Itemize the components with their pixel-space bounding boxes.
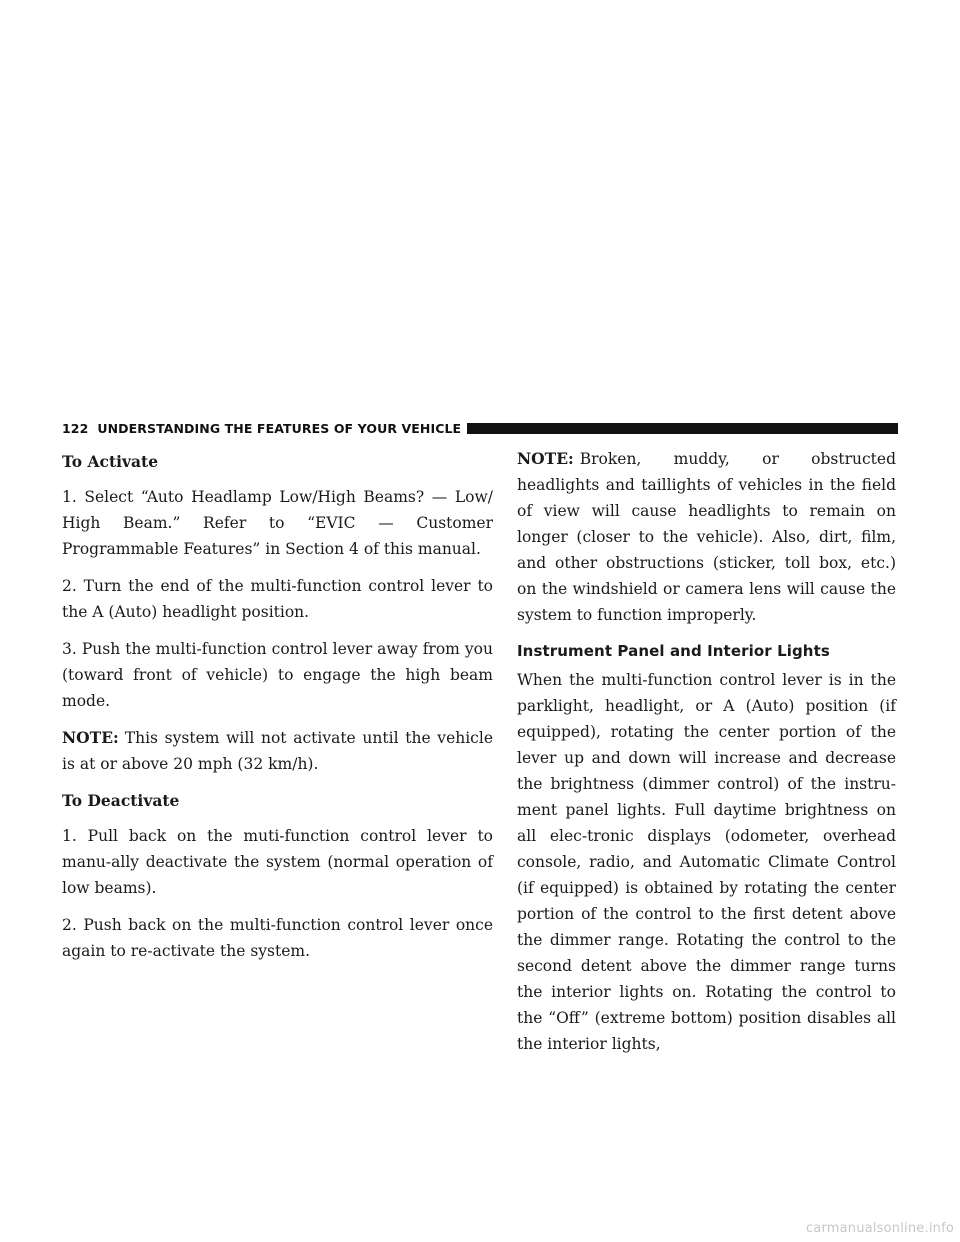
activate-step-3: 3. Push the multi-function control lever away from you (toward front of vehicle) to engage the high beam mode. — [62, 640, 493, 710]
header-rule-bar — [467, 423, 898, 434]
deactivate-step-1: 1. Pull back on the muti-function control lever to manu-ally deactivate the system (normal operation of low beams). — [62, 827, 493, 897]
activate-step-2: 2. Turn the end of the multi-function control lever to the A (Auto) headlight position. — [62, 577, 493, 621]
left-column — [62, 446, 493, 975]
note-1 — [62, 725, 493, 777]
note-2-text: Broken, muddy, or obstructed headlights and taillights of vehicles in the field of view will cause headlights to remain on longer (closer to the vehicle). Also, dirt, film, and other obstructions (sticker, toll box, etc.) on the windshield or camera lens will cause the system to function improperly. — [517, 450, 896, 624]
to-deactivate-heading: To Deactivate — [62, 791, 180, 810]
deactivate-step-2: 2. Push back on the multi-function control lever once again to re-activate the system. — [62, 916, 493, 960]
activate-step-1: 1. Select “Auto Headlamp Low/High Beams? — Low/ High Beam.” Refer to “EVIC — Customer Programmable Features” in Section 4 of this manual. — [62, 488, 493, 558]
header-text — [62, 421, 461, 436]
section-title: UNDERSTANDING THE FEATURES OF YOUR VEHICLE — [97, 420, 462, 436]
note-1-text: This system will not activate until the vehicle is at or above 20 mph (32 km/h). — [62, 729, 493, 773]
instrument-panel-heading: Instrument Panel and Interior Lights — [517, 642, 830, 660]
page-number: 122 — [62, 420, 89, 436]
to-activate-heading: To Activate — [62, 452, 159, 471]
right-column — [517, 446, 896, 1057]
note-2 — [517, 446, 896, 628]
instrument-panel-text: When the multi-function control lever is in the parklight, headlight, or A (Auto) position (if equipped), rotating the center portion of the lever up and down will increase and decrease the brightness (dimmer control) of the instru-ment panel lights. Full daytime brightness on all elec-tronic displays (odometer, overhead console, radio, and Automatic Climate Control (if equipped) is obtained by rotating the center portion of the control to the first detent above the dimmer range. Rotating the control to the second detent above the dimmer range turns the interior lights on. Rotating the control to the “Off” (extreme bottom) position disables all the interior lights, — [517, 671, 896, 1053]
note-1-label: NOTE: — [62, 728, 119, 747]
page-header — [62, 418, 898, 438]
watermark: carmanualsonline.info — [805, 1221, 954, 1236]
note-2-label: NOTE: — [517, 449, 574, 468]
